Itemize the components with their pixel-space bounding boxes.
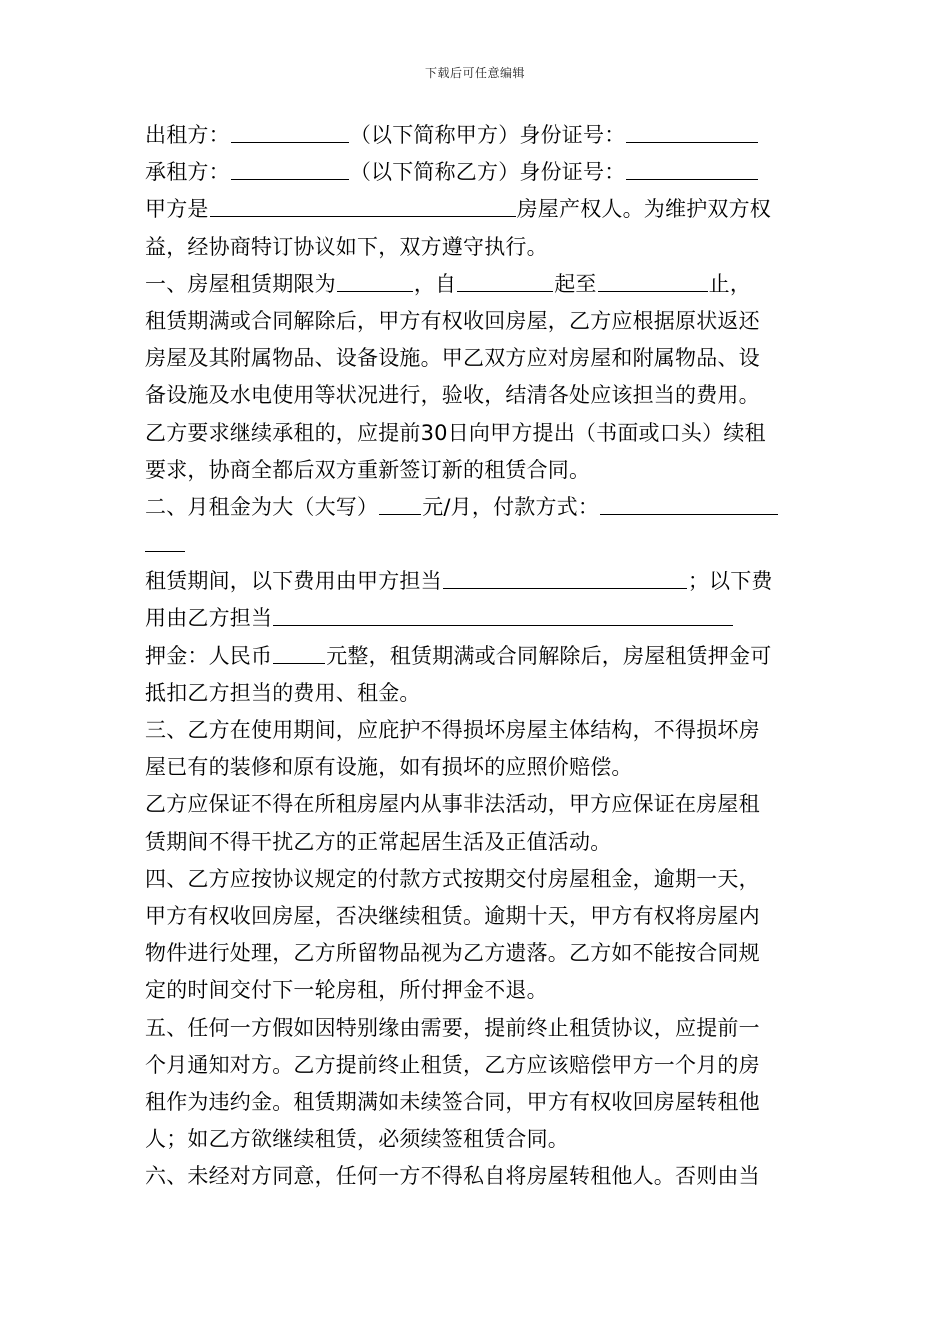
lessee-id-label: （以下简称乙方）身份证号： (349, 160, 626, 185)
rent-blank[interactable] (379, 492, 421, 515)
paragraph-line (145, 749, 810, 786)
term-from-label: ，自 (413, 271, 457, 296)
text-line: 房屋及其附属物品、设备设施。甲乙双方应对房屋和附属物品、设 (145, 346, 760, 371)
text-line: 个月通知对方。乙方提前终止租赁，乙方应该赔偿甲方一个月的房 (145, 1052, 760, 1077)
fees-b-label: 用由乙方担当 (145, 606, 273, 631)
paragraph-line (145, 972, 810, 1009)
line-intro (145, 229, 810, 266)
lessee-name-blank[interactable] (231, 157, 349, 180)
lessee-id-blank[interactable] (626, 157, 758, 180)
contract-body (145, 117, 810, 1195)
line-payment-cont (145, 526, 810, 563)
header-note: 下载后可任意编辑 (424, 66, 525, 80)
paragraph-line (145, 712, 810, 749)
text-line: 五、任何一方假如因特别缘由需要，提前终止租赁协议，应提前一 (145, 1015, 760, 1040)
fees-b-label-start: ；以下费 (687, 569, 773, 594)
text-line: 六、未经对方同意，任何一方不得私自将房屋转租他人。否则由当 (145, 1164, 760, 1189)
paragraph-line (145, 1158, 810, 1195)
payment-blank[interactable] (600, 492, 778, 515)
lessee-label: 承租方： (145, 160, 230, 185)
line-fees-b (145, 600, 810, 637)
deposit-blank[interactable] (273, 641, 325, 664)
paragraph-line (145, 415, 810, 452)
paragraph-line (145, 303, 810, 340)
text-line: 要求，协商全都后双方重新签订新的租赁合同。 (145, 457, 591, 482)
line-rent (145, 489, 810, 526)
owner-blank[interactable] (210, 194, 516, 217)
text-line: 租作为违约金。租赁期满如未续签合同，甲方有权收回房屋转租他 (145, 1089, 760, 1114)
paragraph-line (145, 1121, 810, 1158)
paragraph-line (145, 861, 810, 898)
paragraph-line (145, 1047, 810, 1084)
term-end-label: 止， (708, 271, 752, 296)
paragraph-line (145, 452, 810, 489)
lessor-id-blank[interactable] (626, 120, 758, 143)
line-lessor (145, 117, 810, 154)
line-owner (145, 191, 810, 228)
text-line: 乙方应保证不得在所租房屋内从事非法活动，甲方应保证在房屋租 (145, 792, 760, 817)
paragraph-line (145, 340, 810, 377)
rent-label: 二、月租金为大（大写） (145, 494, 379, 519)
text-line: 四、乙方应按协议规定的付款方式按期交付房屋租金，逾期一天， (145, 866, 760, 891)
paragraph-line (145, 675, 810, 712)
text-line: 赁期间不得干扰乙方的正常起居生活及正值活动。 (145, 829, 612, 854)
payment-label: 元/月，付款方式： (422, 494, 600, 519)
fees-b-blank[interactable] (273, 603, 733, 626)
line-term (145, 266, 810, 303)
line-deposit (145, 638, 810, 675)
intro-text: 益，经协商特订协议如下，双方遵守执行。 (145, 234, 548, 259)
text-line: 定的时间交付下一轮房租，所付押金不退。 (145, 978, 548, 1003)
text-line: 物件进行处理，乙方所留物品视为乙方遗落。乙方如不能按合同规 (145, 941, 760, 966)
term-label: 一、房屋租赁期限为 (145, 271, 336, 296)
deposit-label: 押金：人民币 (145, 643, 273, 668)
lessor-name-blank[interactable] (231, 120, 349, 143)
term-to-label: 起至 (554, 271, 597, 296)
payment-blank-cont[interactable] (145, 529, 185, 552)
paragraph-line (145, 786, 810, 823)
text-line: 租赁期满或合同解除后，甲方有权收回房屋，乙方应根据原状返还 (145, 308, 760, 333)
text-line: 甲方有权收回房屋，否决继续租赁。逾期十天，甲方有权将房屋内 (145, 903, 760, 928)
text-line: 备设施及水电使用等状况进行，验收，结清各处应该担当的费用。 (145, 383, 760, 408)
text-line: 屋已有的装修和原有设施，如有损坏的应照价赔偿。 (145, 755, 633, 780)
paragraph-line (145, 935, 810, 972)
line-lessee (145, 154, 810, 191)
text-line: 乙方要求继续承租的，应提前30日向甲方提出（书面或口头）续租 (145, 420, 766, 445)
owner-text: 房屋产权人。为维护双方权 (516, 197, 772, 222)
owner-label: 甲方是 (145, 197, 209, 222)
paragraph-line (145, 898, 810, 935)
paragraph-line (145, 377, 810, 414)
deposit-text: 元整，租赁期满或合同解除后，房屋租赁押金可 (326, 643, 772, 668)
text-line: 人；如乙方欲继续租赁，必须续签租赁合同。 (145, 1127, 569, 1152)
paragraph-line (145, 1010, 810, 1047)
fees-a-blank[interactable] (443, 566, 687, 589)
text-line: 抵扣乙方担当的费用、租金。 (145, 680, 421, 705)
line-fees-a (145, 563, 810, 600)
text-line: 三、乙方在使用期间，应庇护不得损坏房屋主体结构，不得损坏房 (145, 718, 760, 742)
term-from-blank[interactable] (457, 269, 553, 292)
lessor-label: 出租方： (145, 123, 230, 147)
paragraph-line (145, 824, 810, 861)
paragraph-line (145, 1084, 810, 1121)
lessor-id-label: （以下简称甲方）身份证号： (349, 123, 626, 147)
term-to-blank[interactable] (598, 269, 708, 292)
fees-a-label: 租赁期间，以下费用由甲方担当 (145, 569, 442, 594)
term-blank[interactable] (337, 269, 413, 292)
